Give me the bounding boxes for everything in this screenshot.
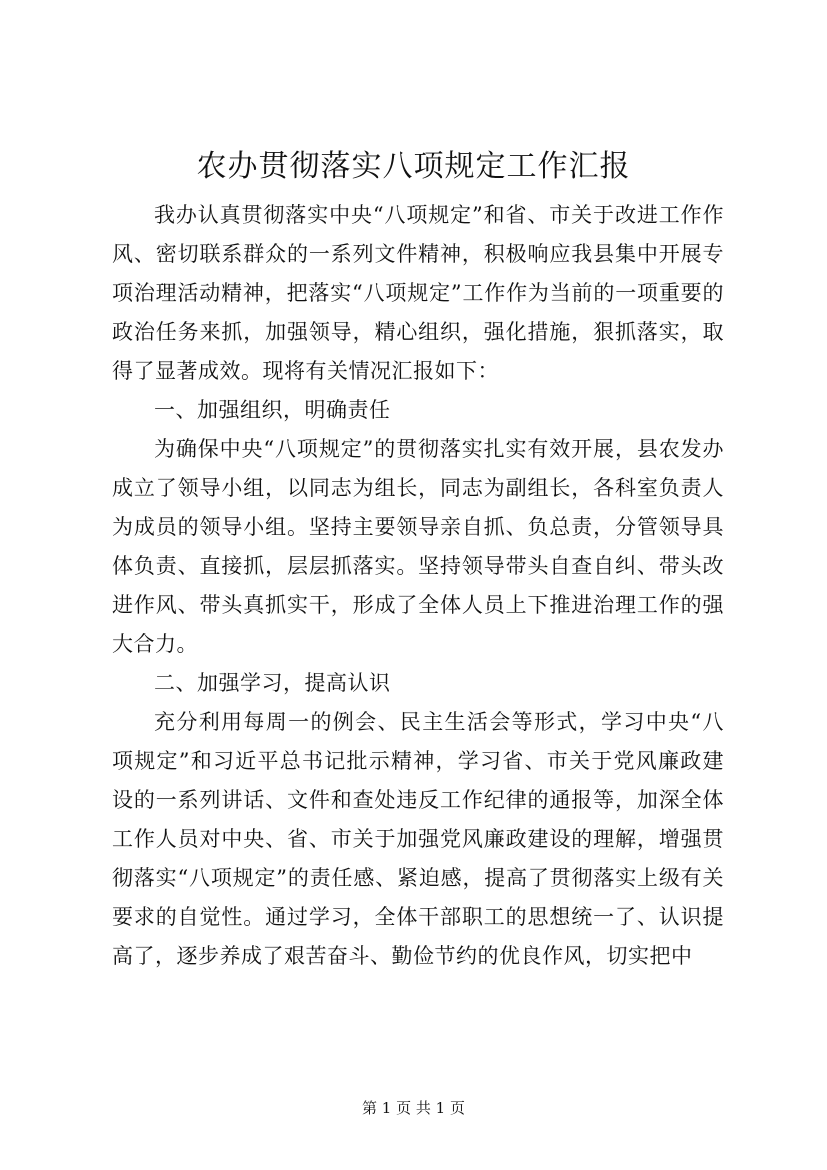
section-heading-2: 二、加强学习，提高认识 xyxy=(154,671,391,695)
document-body xyxy=(112,196,724,976)
section-heading-1: 一、加强组织，明确责任 xyxy=(154,398,391,422)
document-title: 农办贯彻落实八项规定工作汇报 xyxy=(196,149,631,184)
page-footer: 第 1 页 共 1 页 xyxy=(362,1099,465,1117)
section-body-2: 充分利用每周一的例会、民主生活会等形式，学习中央“八项规定”和习近平总书记批示精神，学习省、市关于党风廉政建设的一系列讲话、文件和查处违反工作纪律的通报等，加深全体工作人员对中央、省、市关于加强党风廉政建设的理解，增强贯彻落实“八项规定”的责任感、紧迫感，提高了贯彻落实上级有关要求的自觉性。通过学习，全体干部职工的思想统一了、认识提高了，逐步养成了艰苦奋斗、勤俭节约的优良作风，切实把中 xyxy=(112,710,724,968)
section-body-1: 为确保中央“八项规定”的贯彻落实扎实有效开展，县农发办成立了领导小组，以同志为组长，同志为副组长，各科室负责人为成员的领导小组。坚持主要领导亲自抓、负总责，分管领导具体负责、直接抓，层层抓落实。坚持领导带头自查自纠、带头改进作风、带头真抓实干，形成了全体人员上下推进治理工作的强大合力。 xyxy=(112,437,724,656)
intro-paragraph: 我办认真贯彻落实中央“八项规定”和省、市关于改进工作作风、密切联系群众的一系列文件精神，积极响应我县集中开展专项治理活动精神，把落实“八项规定”工作作为当前的一项重要的政治任务来抓，加强领导，精心组织，强化措施，狠抓落实，取得了显著成效。现将有关情况汇报如下： xyxy=(112,203,724,383)
